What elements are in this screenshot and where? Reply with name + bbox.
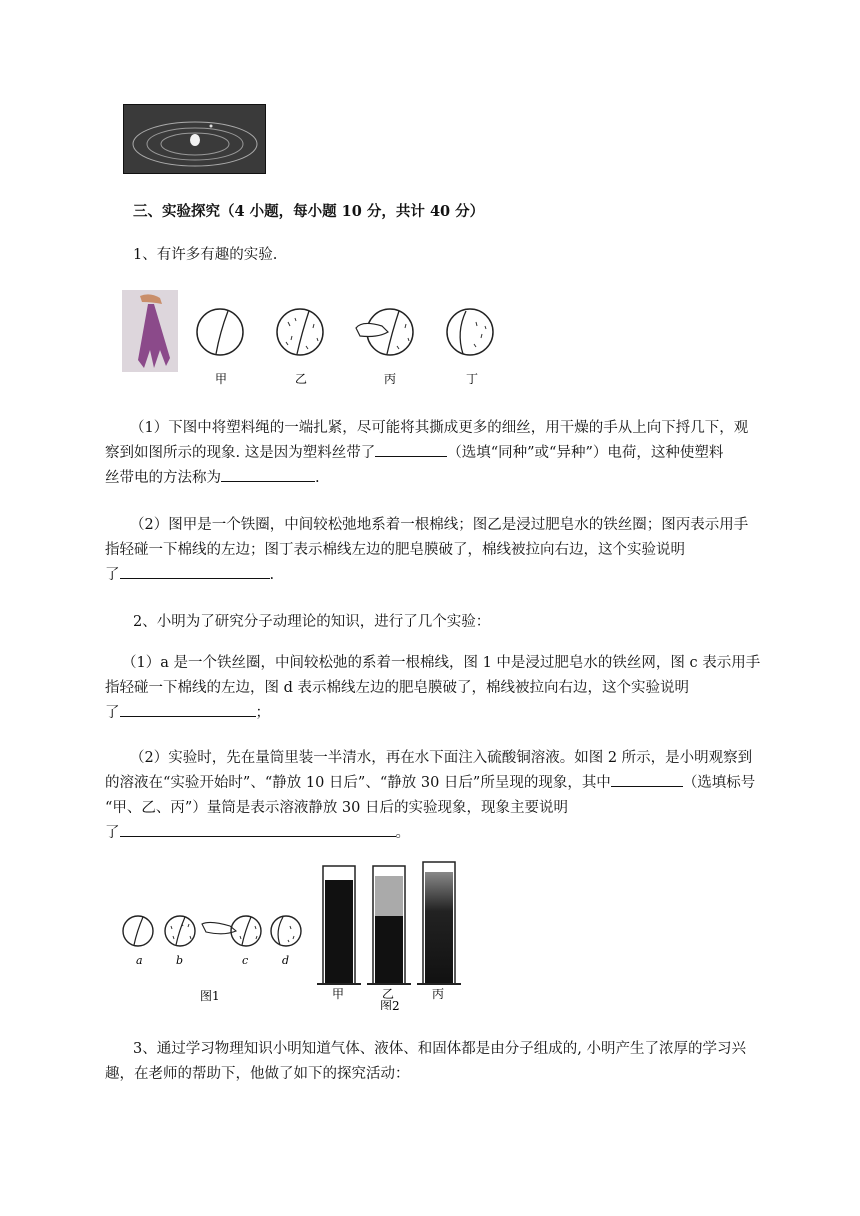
label-jia: 甲: [332, 987, 345, 1001]
answer-blank[interactable]: [120, 702, 256, 717]
q2-p2-line2: 的溶液在“实验开始时”、“静放 10 日后”、“静放 30 日后”所呈现的现象，其中 （选填标号: [105, 771, 755, 792]
label-jia: 甲: [215, 372, 228, 386]
ring-ding: [447, 309, 493, 355]
answer-blank[interactable]: [375, 442, 447, 457]
q2-p2-line3: “甲、乙、丙”）量筒是表示溶液静放 30 日后的实验现象，现象主要说明: [105, 800, 568, 816]
label-b: b: [176, 954, 184, 967]
label-bing: 丙: [432, 987, 445, 1001]
finger: [356, 323, 388, 336]
section-heading: 三、实验探究（4 小题，每小题 10 分，共计 40 分）: [133, 203, 485, 220]
q1-p2-line3: 了 .: [105, 563, 274, 584]
q2-p2-line4: 了 。: [105, 821, 410, 842]
q2-p1-line3: 了 ；: [105, 701, 270, 722]
ring-d: [271, 916, 301, 946]
q1-p1-line2: 察到如图所示的现象. 这是因为塑料丝带了 （选填“同种”或“异种”）电荷，这种使塑料: [105, 441, 723, 462]
q3-line2: 趣，在老师的帮助下，他做了如下的探究活动：: [105, 1066, 410, 1082]
question-1-title: 1、有许多有趣的实验.: [133, 247, 278, 263]
label-a: a: [136, 954, 143, 967]
ring-jia: [197, 309, 243, 355]
answer-blank[interactable]: [611, 772, 683, 787]
label-yi: 乙: [295, 372, 308, 386]
label-bing: 丙: [384, 372, 397, 386]
fig1-caption: 图1: [200, 989, 220, 1003]
q2-p2-line1: （2）实验时，先在量筒里装一半清水，再在水下面注入硫酸铜溶液。如图 2 所示，是小明观察到: [130, 750, 753, 766]
q2-p1-line1: （1）a 是一个铁丝圈，中间较松弛的系着一根棉线，图 1 中是浸过肥皂水的铁丝网，图 c 表示用手: [122, 655, 761, 671]
top-photo: [123, 104, 266, 174]
ring-yi: [277, 309, 323, 355]
label-c: c: [242, 954, 249, 967]
answer-blank[interactable]: [120, 822, 396, 837]
q1-p2-line1: （2）图甲是一个铁圈，中间较松弛地系着一根棉线；图乙是浸过肥皂水的铁丝圈；图丙表示用手: [130, 517, 749, 533]
q3-line1: 3、通过学习物理知识小明知道气体、液体、和固体都是由分子组成的, 小明产生了浓厚的学习兴: [133, 1041, 746, 1057]
question-2-title: 2、小明为了研究分子动理论的知识，进行了几个实验：: [133, 614, 491, 630]
cylinder-jia: [317, 866, 361, 984]
q1-figure: [120, 290, 505, 390]
label-yi: 乙: [382, 987, 395, 1001]
cylinder-bing: [417, 862, 461, 984]
label-d: d: [282, 954, 290, 967]
label-ding: 丁: [466, 372, 479, 386]
cylinder-yi: [367, 866, 411, 984]
q1-p1-line1: （1）下图中将塑料绳的一端扎紧，尽可能将其撕成更多的细丝，用干燥的手从上向下捋几下，观: [130, 420, 749, 436]
q2-figures: [118, 860, 478, 1010]
answer-blank[interactable]: [221, 467, 315, 482]
q2-p1-line2: 指轻碰一下棉线的左边，图 d 表示棉线左边的肥皂膜破了，棉线被拉向右边，这个实验说明: [105, 680, 689, 696]
answer-blank[interactable]: [120, 564, 270, 579]
fig2-caption: 图2: [380, 999, 400, 1010]
q1-p1-line3: 丝带电的方法称为 .: [105, 466, 320, 487]
q1-p2-line2: 指轻碰一下棉线的左边；图丁表示棉线左边的肥皂膜破了，棉线被拉向右边，这个实验说明: [105, 542, 685, 558]
